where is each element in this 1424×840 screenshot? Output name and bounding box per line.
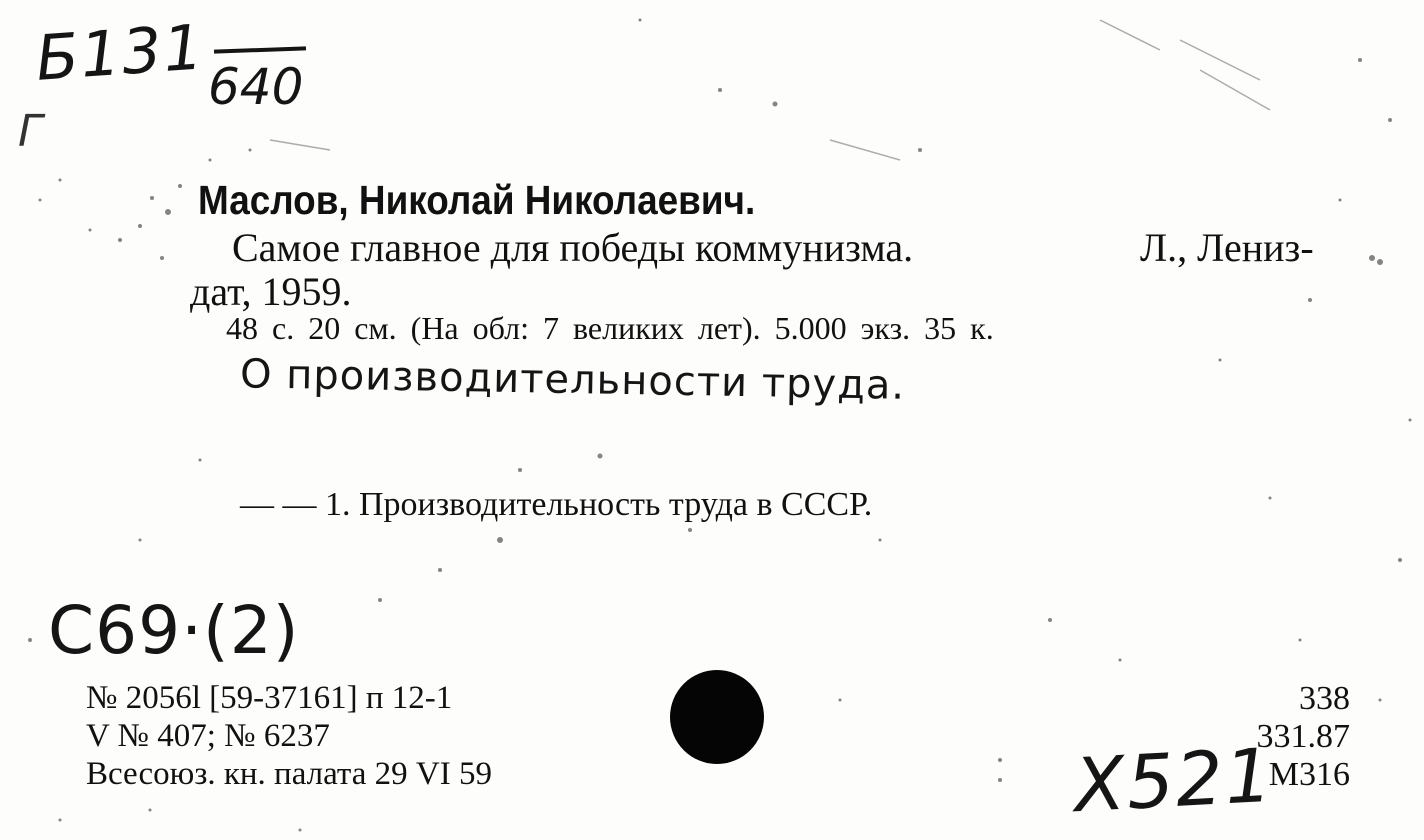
author-name: Маслов, Николай Николаевич.: [198, 177, 756, 223]
handwritten-subject-note: О производительности труда.: [239, 351, 906, 409]
chamber-line: Всесоюз. кн. палата 29 VI 59: [86, 756, 492, 792]
shelfmark-number: 640: [208, 58, 304, 116]
subject-heading: — — 1. Производительность труда в СССР.: [240, 486, 873, 523]
card-number-line: № 2056l [59-37161] п 12-1: [86, 680, 453, 716]
card-punch-hole: [670, 670, 764, 764]
class-index-2: 331.87: [1256, 718, 1350, 755]
publisher-year: дат, 1959.: [190, 269, 352, 314]
class-index-1: 338: [1299, 680, 1350, 717]
book-title: Самое главное для победы коммунизма.: [232, 225, 914, 270]
handwritten-code: Х521: [1071, 732, 1277, 830]
physical-description: 48 с. 20 см. (На обл: 7 великих лет). 5.000 экз. 35 к.: [226, 310, 994, 346]
handwritten-scribble: Г: [18, 106, 43, 157]
author-mark: М316: [1268, 756, 1350, 793]
handwritten-classification: С69·(2): [48, 592, 300, 669]
registry-number-line: V № 407; № 6237: [86, 718, 330, 754]
shelfmark-top: Б131: [33, 10, 208, 95]
publisher-place: Л., Лениз-: [1140, 225, 1314, 270]
